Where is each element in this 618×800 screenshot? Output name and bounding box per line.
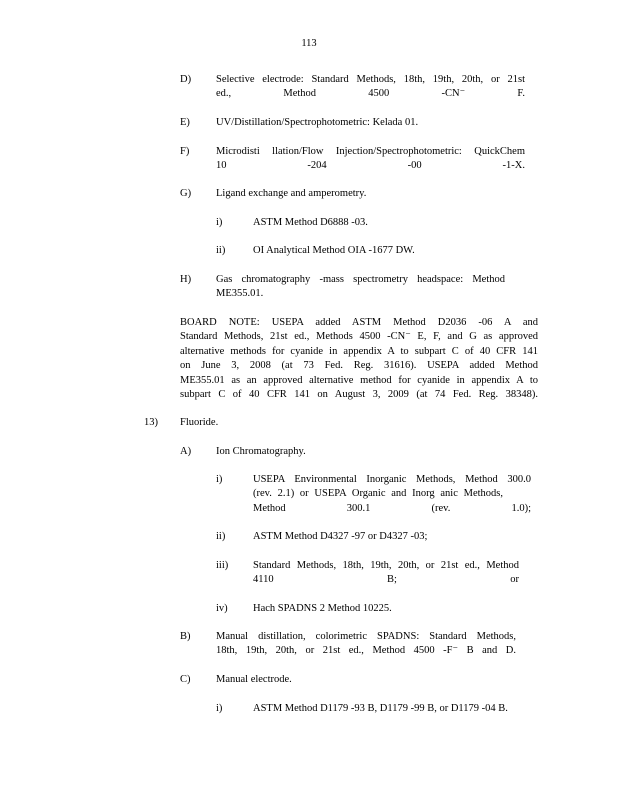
- note-line: ME355.01 as an approved alternative method for cyanide in appendix A to: [180, 374, 538, 386]
- item-label: iv): [216, 603, 228, 614]
- item-line: Gas chromatography -mass spectrometry headspace: Method: [216, 274, 505, 285]
- item-label: D): [180, 74, 192, 85]
- item-text: [216, 273, 505, 302]
- item-text: [216, 187, 525, 201]
- item-text: [253, 559, 519, 588]
- item-text: [253, 530, 531, 544]
- item-line: ASTM Method D4327 -97 or D4327 -03;: [253, 531, 428, 542]
- note-line: on June 3, 2008 (at 73 Fed. Reg. 31616). USEPA added Method: [180, 360, 538, 372]
- item-line: USEPA Environmental Inorganic Methods, Method 300.0: [253, 474, 531, 485]
- section-title: Fluoride.: [180, 417, 219, 428]
- item-line: Manual electrode.: [216, 674, 292, 685]
- item-line: ASTM Method D1179 -93 B, D1179 -99 B, or D1179 -04 B.: [253, 703, 508, 714]
- item-line: (rev. 2.1) or USEPA Organic and Inorg anic Methods,: [253, 488, 503, 500]
- item-label: i): [216, 217, 223, 228]
- item-line: Manual distillation, colorimetric SPADNS: Standard Methods,: [216, 631, 516, 642]
- item-label: i): [216, 474, 223, 485]
- item-text: [253, 702, 543, 716]
- item-text: [253, 216, 525, 230]
- item-line: Selective electrode: Standard Methods, 18th, 19th, 20th, or 21st: [216, 74, 525, 85]
- item-line: ASTM Method D6888 -03.: [253, 217, 368, 228]
- item-text: [216, 145, 525, 174]
- section-number: 13): [144, 417, 158, 428]
- item-text: [253, 473, 531, 516]
- item-label: i): [216, 703, 223, 714]
- page-number: 113: [301, 38, 317, 49]
- item-line: 18th, 19th, 20th, or 21st ed., Method 4500 -F⁻ B and D.: [216, 645, 516, 657]
- item-label: C): [180, 674, 191, 685]
- item-label: A): [180, 446, 192, 457]
- item-line: Ligand exchange and amperometry.: [216, 188, 367, 199]
- item-label: G): [180, 188, 192, 199]
- item-label: iii): [216, 560, 229, 571]
- item-line: Microdisti llation/Flow Injection/Spectrophotometric: QuickChem: [216, 146, 525, 157]
- item-line: Standard Methods, 18th, 19th, 20th, or 21st ed., Method: [253, 560, 519, 571]
- item-label: H): [180, 274, 192, 285]
- item-line: Hach SPADNS 2 Method 10225.: [253, 603, 392, 614]
- item-label: ii): [216, 245, 226, 256]
- item-line: ME355.01.: [216, 288, 264, 300]
- item-line: Method 300.1 (rev. 1.0);: [253, 502, 531, 514]
- item-label: E): [180, 117, 190, 128]
- item-text: [216, 630, 516, 659]
- item-text: [253, 244, 525, 258]
- note-line: BOARD NOTE: USEPA added ASTM Method D2036 -06 A and: [180, 317, 538, 328]
- item-label: B): [180, 631, 191, 642]
- board-note: [180, 316, 538, 402]
- item-line: 4110 B; or: [253, 574, 519, 586]
- item-line: OI Analytical Method OIA -1677 DW.: [253, 245, 415, 256]
- item-line: UV/Distillation/Spectrophotometric: Kelada 01.: [216, 117, 419, 128]
- item-text: [253, 602, 519, 616]
- item-text: [216, 445, 525, 459]
- item-line: ed., Method 4500 -CN⁻ F.: [216, 88, 525, 100]
- note-line: subpart C of 40 CFR 141 on August 3, 2009 (at 74 Fed. Reg. 38348).: [180, 389, 538, 401]
- item-text: [216, 73, 525, 102]
- item-line: Ion Chromatography.: [216, 446, 306, 457]
- item-line: 10 -204 -00 -1-X.: [216, 160, 525, 172]
- item-label: ii): [216, 531, 226, 542]
- note-line: Standard Methods, 21st ed., Methods 4500 -CN⁻ E, F, and G as approved: [180, 331, 538, 343]
- item-label: F): [180, 146, 190, 157]
- item-text: [216, 116, 525, 130]
- item-text: [216, 673, 516, 687]
- note-line: alternative methods for cyanide in appendix A to subpart C of 40 CFR 141: [180, 345, 538, 357]
